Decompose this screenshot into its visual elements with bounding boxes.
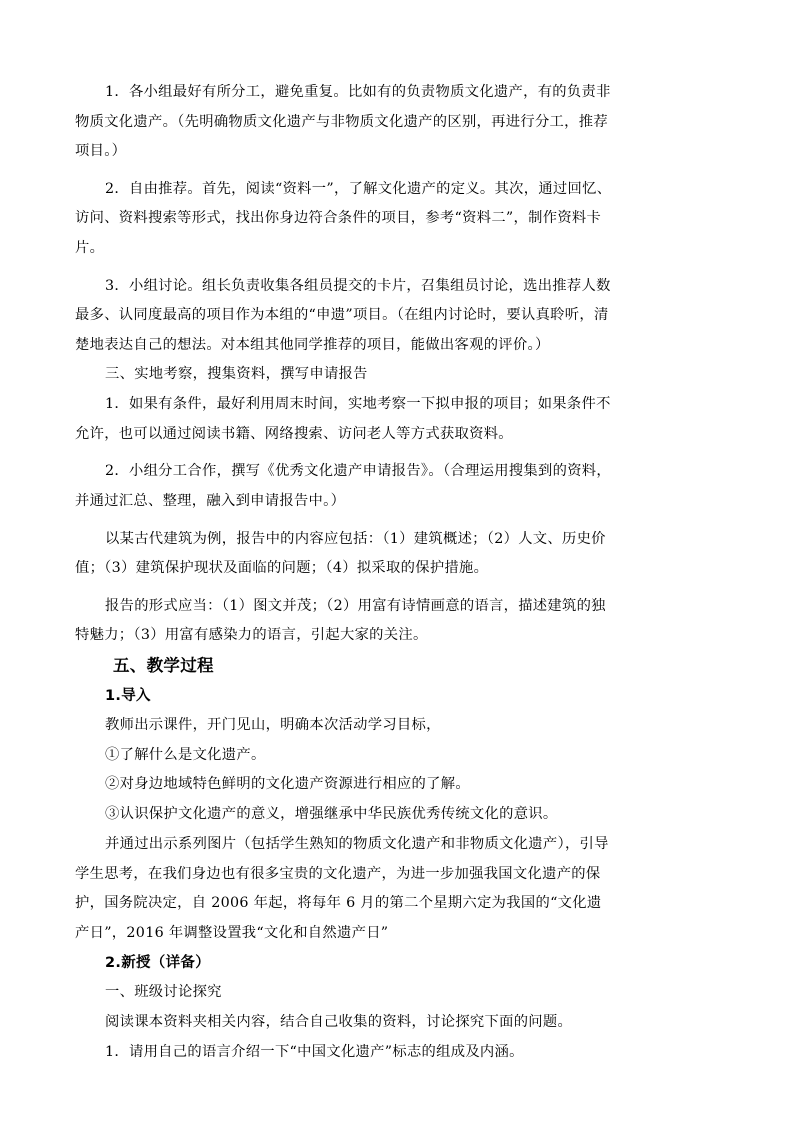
fieldwork-paragraph: 1．如果有条件，最好利用周末时间，实地考察一下拟申报的项目；如果条件不允许，也可以通过阅读书籍、网络搜索、访问老人等方式获取资料。 [75,396,611,442]
step-2-paragraph: 2．自由推荐。首先，阅读“资料一”，了解文化遗产的定义。其次，通过回忆、访问、资料搜索等形式，找出你身边符合条件的项目，参考“资料二”，制作资料卡片。 [75,180,612,256]
report-writing-paragraph: 2．小组分工合作，撰写《优秀文化遗产申请报告》。（合理运用搜集到的资料，并通过汇总、整理，融入到申请报告中。） [75,463,611,509]
goal-1: ①了解什么是文化遗产。 [105,746,266,763]
report-content-paragraph: 以某古代建筑为例，报告中的内容应包括：（1）建筑概述；（2）人文、历史价值；（3）建筑保护现状及面临的问题；（4）拟采取的保护措施。 [75,530,606,577]
report-format-paragraph: 报告的形式应当：（1）图文并茂；（2）用富有诗情画意的语言，描述建筑的独特魅力；（3）用富有感染力的语言，引起大家的关注。 [75,597,606,644]
intro-paragraph: 并通过出示系列图片（包括学生熟知的物质文化遗产和非物质文化遗产），引导学生思考，在我们身边也有很多宝贵的文化遗产，为进一步加强我国文化遗产的保护，国务院决定，自 2006 年起，将每年 6 月的第二个星期六定为我国的“文化遗产日”，2016 年调整设置我“文化和自然遗产日” [75,836,609,941]
new-lesson-heading: 2.新授（详备） [105,955,210,972]
step-1-paragraph: 1．各小组最好有所分工，避免重复。比如有的负责物质文化遗产，有的负责非物质文化遗产。（先明确物质文化遗产与非物质文化遗产的区别，再进行分工，推荐项目。） [75,84,611,160]
goal-2: ②对身边地域特色鲜明的文化遗产资源进行相应的了解。 [105,776,470,793]
class-discussion-title: 一、班级讨论探究 [105,984,222,1001]
discussion-instruction: 阅读课本资料夹相关内容，结合自己收集的资料，讨论探究下面的问题。 [105,1014,573,1031]
section-3-title: 三、实地考察，搜集资料，撰写申请报告 [105,366,368,383]
goal-3: ③认识保护文化遗产的意义，增强继承中华民族优秀传统文化的意识。 [105,806,558,823]
document-page [75,78,615,1068]
question-1: 1．请用自己的语言介绍一下“中国文化遗产”标志的组成及内涵。 [105,1044,524,1061]
teaching-process-heading: 五、教学过程 [113,655,214,675]
intro-heading: 1.导入 [105,687,151,704]
step-3-paragraph: 3．小组讨论。组长负责收集各组员提交的卡片，召集组员讨论，选出推荐人数最多、认同度最高的项目作为本组的“申遗”项目。（在组内讨论时，要认真聆听，清楚地表达自己的想法。对本组其他同学推荐的项目，能做出客观的评价。） [75,277,611,353]
intro-line: 教师出示课件，开门见山，明确本次活动学习目标， [105,716,441,733]
